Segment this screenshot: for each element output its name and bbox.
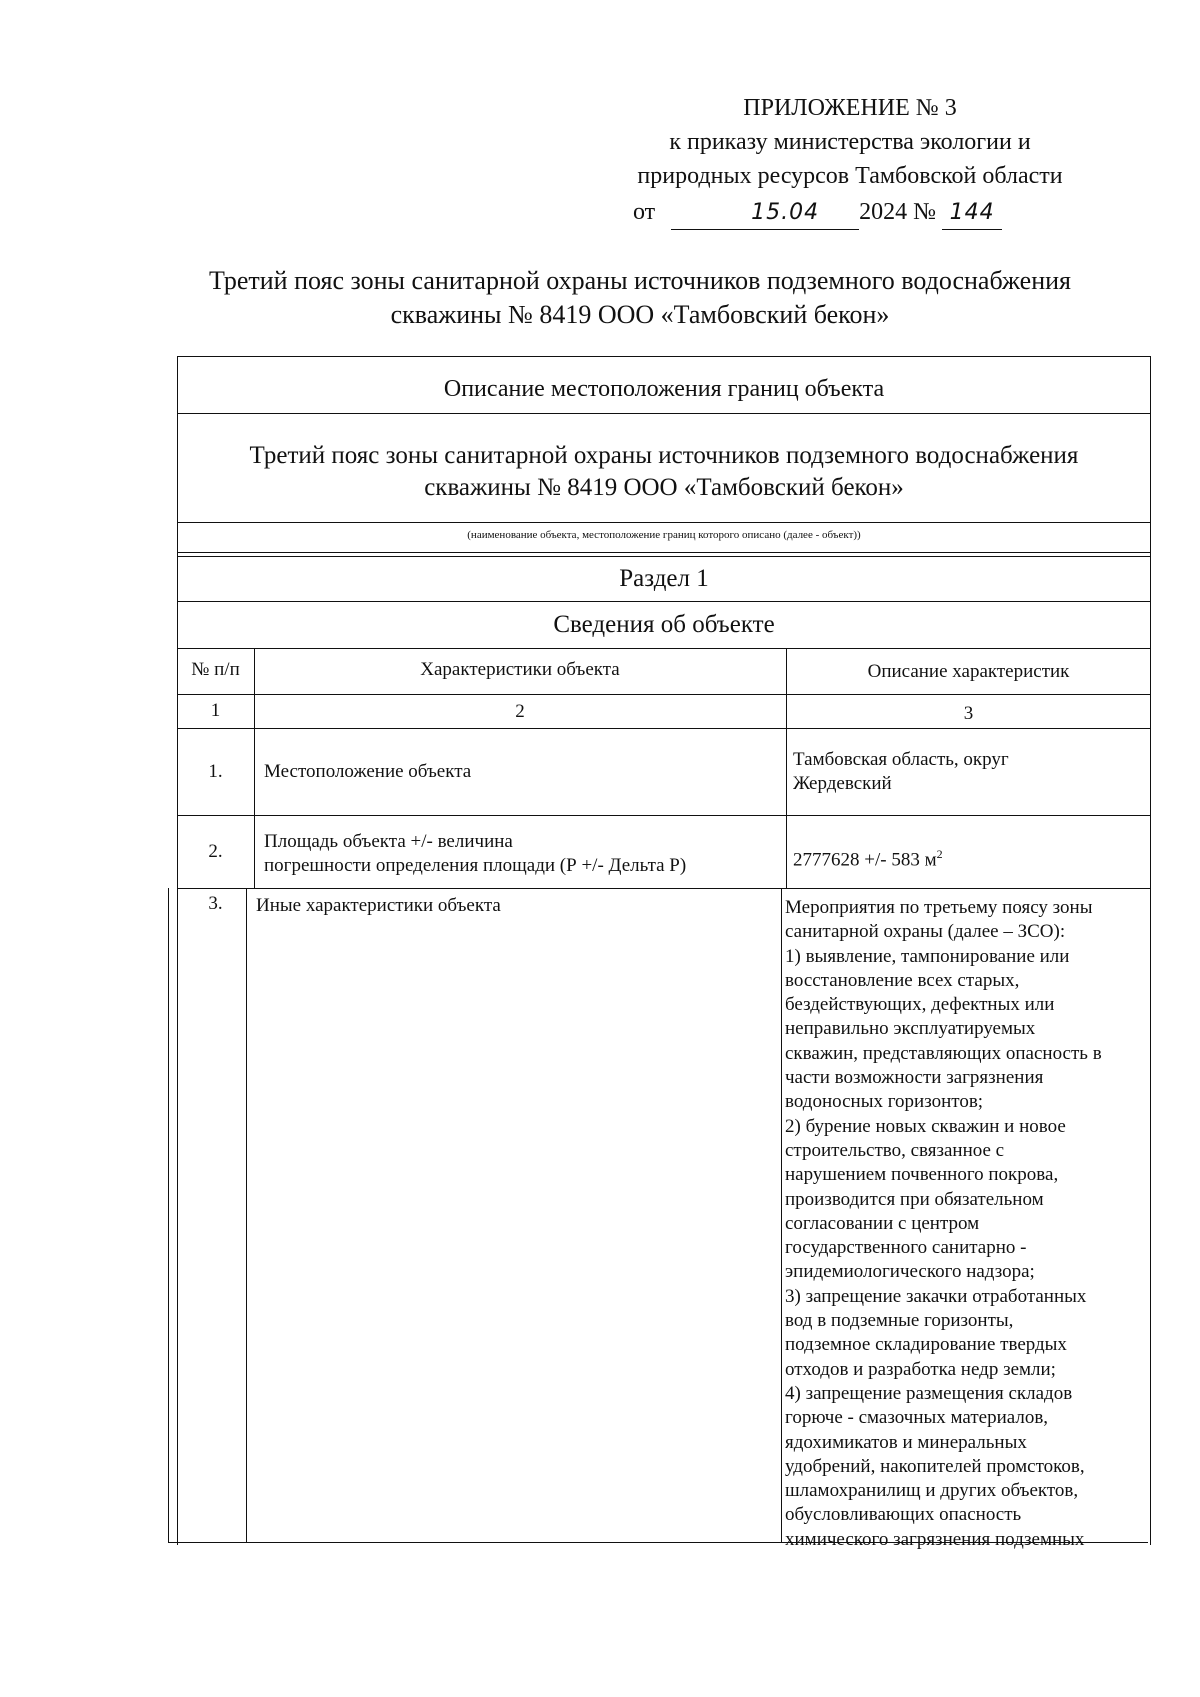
table-rule [177,694,1151,695]
measures-line: химического загрязнения подземных [785,1528,1085,1550]
table-rule [177,648,1151,649]
table-rule [177,815,1151,816]
measures-line: нарушением почвенного покрова, [785,1164,1059,1186]
section-title: Сведения об объекте [553,611,775,638]
number-underline-field [942,196,1002,230]
measures-line: 2) бурение новых скважин и новое [785,1115,1066,1137]
row1-description-line2: Жердевский [793,773,892,794]
order-reference-line1 [600,126,1100,158]
measures-line: санитарной охраны (далее – ЗСО): [785,921,1066,943]
appendix-label: ПРИЛОЖЕНИЕ № 3 [743,95,957,121]
handwritten-number: 144 [949,200,995,225]
document-title [150,264,1130,332]
measures-line: бездействующих, дефектных или [785,994,1055,1016]
measures-line: производится при обязательном [785,1188,1044,1210]
measures-line: государственного санитарно - [785,1237,1027,1259]
measures-line: подземное складирование твердых [785,1334,1067,1356]
measures-line: 1) выявление, тампонирование или [785,945,1070,967]
section-number: Раздел 1 [619,565,709,592]
measures-line: удобрений, накопителей промстоков, [785,1455,1085,1477]
measures-line: эпидемиологического надзора; [785,1261,1035,1283]
date-prefix: от [633,199,656,225]
row3-description [785,896,1147,1552]
date-underline-field [671,196,859,230]
table-rule [177,728,1151,729]
measures-line: ядохимикатов и минеральных [785,1431,1027,1453]
table-rule [177,888,1151,889]
measures-line: неправильно эксплуатируемых [785,1018,1036,1040]
row3-number: 3. [208,893,223,914]
column-header-characteristic: Характеристики объекта [420,659,620,680]
object-name [177,440,1151,504]
column-number-3: 3 [963,703,974,724]
row2-characteristic [264,830,784,878]
row1-description [793,748,1143,796]
measures-line: восстановление всех старых, [785,969,1020,991]
column-rule [246,888,247,1543]
column-rule [786,648,787,888]
measures-line: строительство, связанное с [785,1139,1005,1161]
object-name-line2: скважины № 8419 ООО «Тамбовский бекон» [424,474,904,501]
row1-characteristic: Местоположение объекта [264,761,472,782]
column-number-2: 2 [515,701,525,722]
table-rule [177,601,1151,602]
table-rule [177,522,1151,523]
measures-line: обусловливающих опасность [785,1504,1022,1526]
measures-line: скважин, представляющих опасность в [785,1042,1102,1064]
handwritten-date: 15.04 [751,200,820,225]
row3-characteristic: Иные характеристики объекта [256,895,501,916]
area-unit-superscript: 2 [936,847,943,861]
document-title-line2: скважины № 8419 ООО «Тамбовский бекон» [390,300,890,329]
order-line1: к приказу министерства экологии и [669,129,1031,155]
table-rule [177,413,1151,414]
column-number-1: 1 [210,700,221,721]
order-reference-line2 [600,160,1100,192]
table-rule [177,556,1151,557]
object-caption: (наименование объекта, местоположение границ которого описано (далее - объект)) [467,529,861,541]
table-left-rule [168,888,169,1543]
measures-line: вод в подземные горизонты, [785,1310,1014,1332]
area-value: 2777628 +/- 583 м [793,849,937,871]
measures-line: части возможности загрязнения [785,1067,1044,1089]
row2-description [793,842,1143,872]
order-date-line [633,196,1133,230]
object-name-line1: Третий пояс зоны санитарной охраны источников подземного водоснабжения [249,442,1079,469]
column-rule [254,648,255,888]
row1-description-line1: Тамбовская область, округ [793,749,1009,770]
table-heading: Описание местоположения границ объекта [443,376,885,402]
year-and-number-label: 2024 № [859,199,937,225]
row1-number: 1. [208,761,223,782]
measures-line: водоносных горизонтов; [785,1091,984,1113]
column-rule [781,888,782,1543]
document-title-line1: Третий пояс зоны санитарной охраны источников подземного водоснабжения [208,266,1072,295]
row2-characteristic-line2: погрешности определения площади (Р +/- Дельта Р) [264,855,687,876]
table-rule [177,552,1151,553]
column-header-number: № п/п [191,659,240,680]
measures-line: отходов и разработка недр земли; [785,1358,1056,1380]
measures-line: согласовании с центром [785,1212,980,1234]
measures-line: 3) запрещение закачки отработанных [785,1285,1087,1307]
appendix-title [700,92,1000,124]
measures-line: 4) запрещение размещения складов [785,1382,1073,1404]
row2-characteristic-line1: Площадь объекта +/- величина [264,831,513,852]
measures-line: шламохранилищ и других объектов, [785,1480,1079,1502]
row2-number: 2. [208,841,223,862]
measures-line: горюче - смазочных материалов, [785,1407,1049,1429]
column-header-description: Описание характеристик [867,661,1070,682]
order-line2: природных ресурсов Тамбовской области [637,163,1063,189]
measures-line: Мероприятия по третьему поясу зоны [785,897,1093,918]
